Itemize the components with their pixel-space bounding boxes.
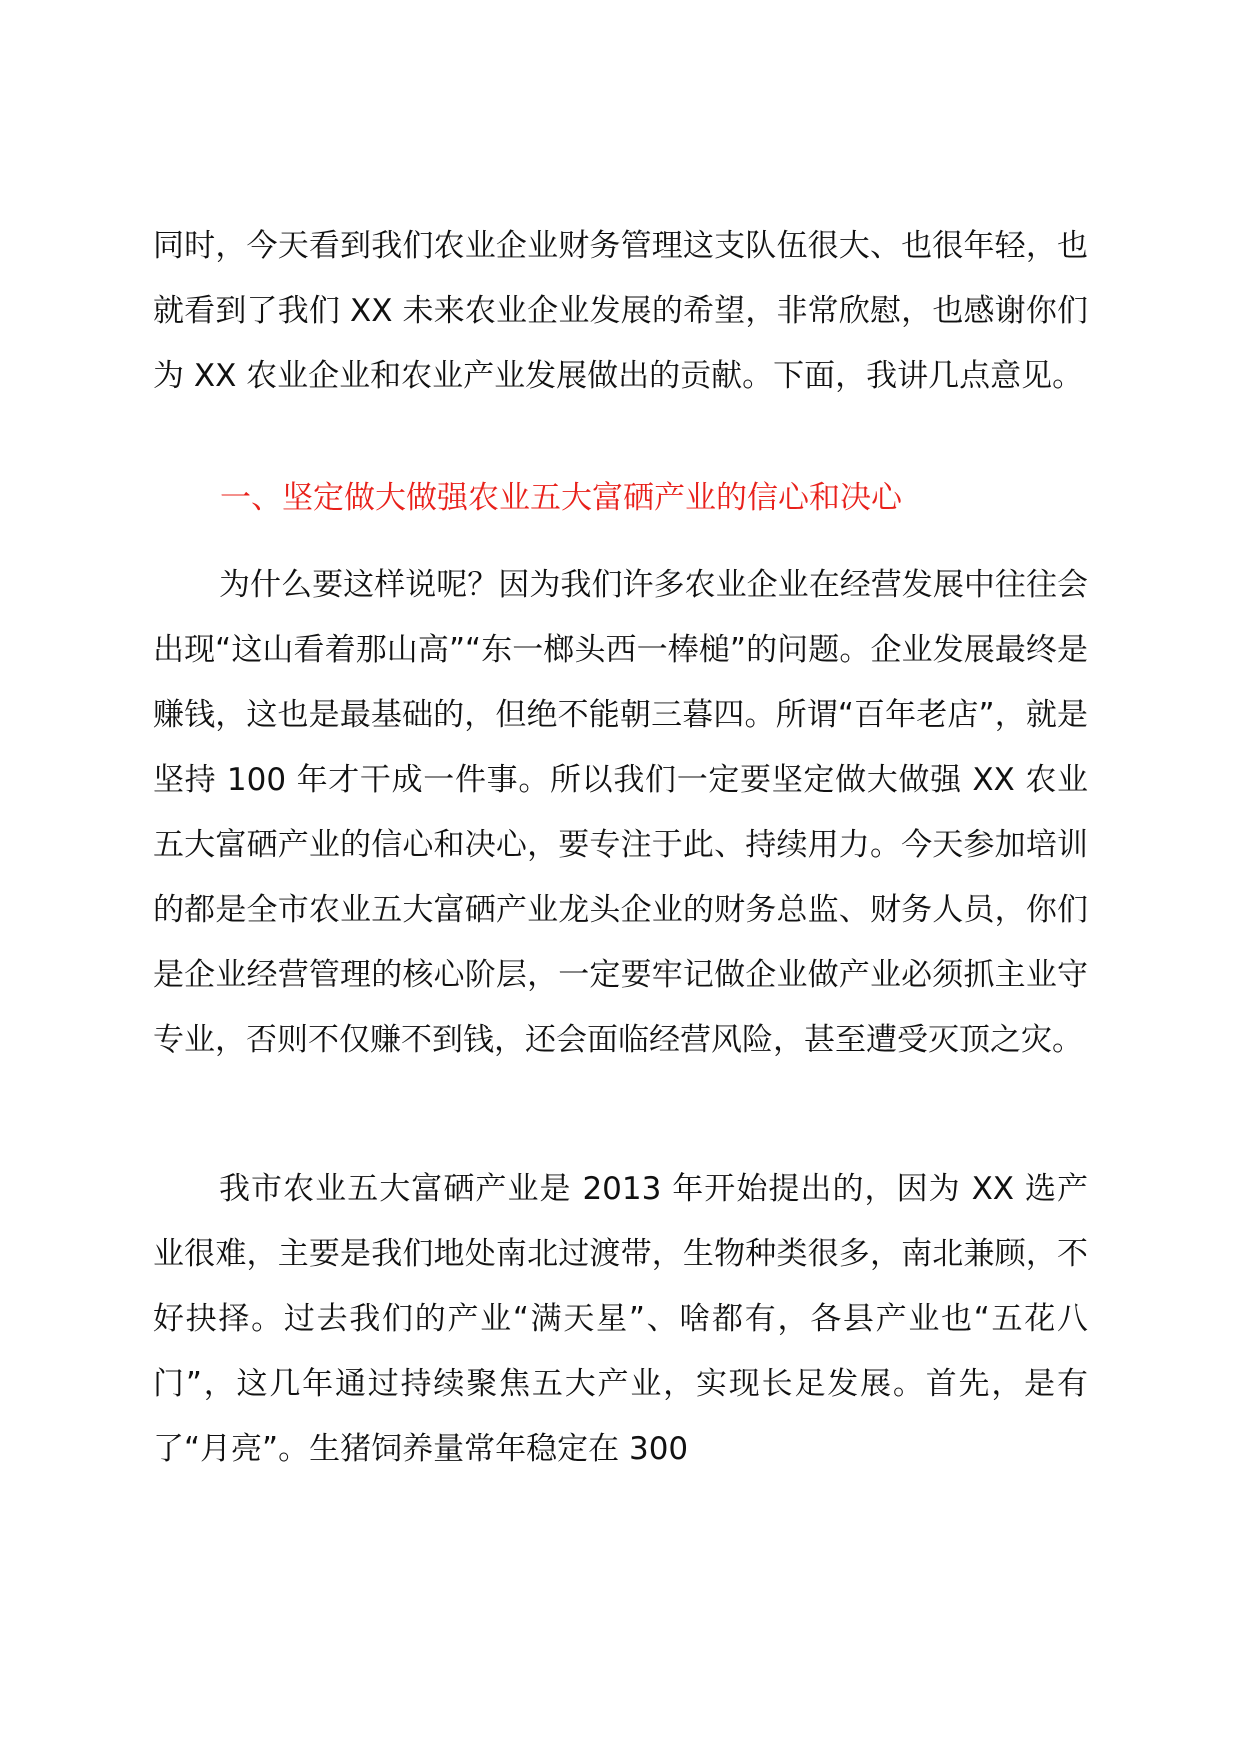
paragraph-intro: 同时，今天看到我们农业企业财务管理这支队伍很大、也很年轻，也就看到了我们 XX 未来农业企业发展的希望，非常欣慰，也感谢你们为 XX 农业企业和农业产业发展做出的贡献。下面，我讲几点意见。 [153, 228, 1088, 394]
paragraph-section-body: 为什么要这样说呢？因为我们许多农业企业在经营发展中往往会出现“这山看着那山高”“东一榔头西一棒槌”的问题。企业发展最终是赚钱，这也是最基础的，但绝不能朝三暮四。所谓“百年老店”，就是坚持 100 年才干成一件事。所以我们一定要坚定做大做强 XX 农业五大富硒产业的信心和决心，要专注于此、持续用力。今天参加培训的都是全市农业五大富硒产业龙头企业的财务总监、财务人员，你们是企业经营管理的核心阶层，一定要牢记做企业做产业必须抓主业守专业，否则不仅赚不到钱，还会面临经营风险，甚至遭受灭顶之灾。 [153, 567, 1088, 1058]
section-heading: 一、坚定做大做强农业五大富硒产业的信心和决心 [220, 480, 902, 516]
paragraph-industry-history: 我市农业五大富硒产业是 2013 年开始提出的，因为 XX 选产业很难，主要是我们地处南北过渡带，生物种类很多，南北兼顾，不好抉择。过去我们的产业“满天星”、啥都有，各县产业也“五花八门”，这几年通过持续聚焦五大产业，实现长足发展。首先，是有了“月亮”。生猪饲养量常年稳定在 300 [153, 1171, 1088, 1467]
